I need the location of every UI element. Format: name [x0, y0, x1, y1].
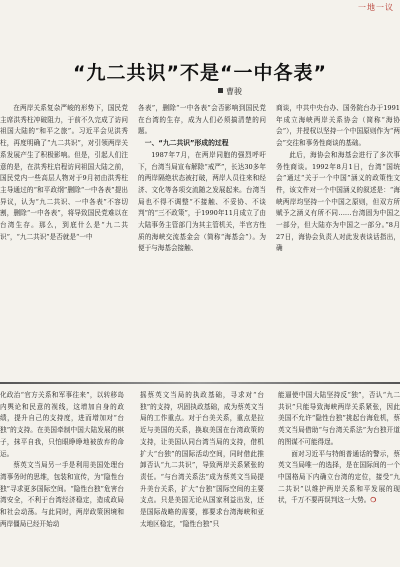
article-author [218, 86, 242, 97]
article-title: “九二共识”不是“一中各表” [73, 62, 327, 84]
paragraph: 此后，海协会和海基会进行了多次事务性商谈。1992年8月1日，台湾“国统会”通过“关于一个中国”涵义的政策性文件，该文件对一个中国涵义的叙述是：“海峡两岸均坚持一个中国之原则，但双方所赋予之涵义有所不同……台湾固为中国之一部分，但大陆亦为中国之一部分。”8月27日，海协会负责人对此发表谈话指出，确 [276, 150, 400, 253]
body-column-5 [140, 390, 264, 567]
end-mark-icon: ❍ [370, 496, 377, 505]
section-label: 一地一议 [358, 3, 394, 12]
section-divider [0, 382, 400, 384]
body-column-1 [0, 103, 128, 373]
body-column-2 [138, 103, 266, 373]
closing-text: 面对习近平与特朗普通话的警示，蔡英文当局唯一的选择，是在国际间的一个中国格局下内确立台湾的定位，接受“九二共识”以维护两岸关系和平发展的现状，千万不要再误判这一大势。 [278, 449, 400, 505]
paragraph: 化政治“官方关系和军事往来”，以转移岛内舆论和民意的视线，这增加自身的政绩，提升自己的支持度，进而增加对“台独”的支持。在美国牵制中国大陆发展的棋子，抹平自我，只怕眼睁睁地被放弃的命运。 [0, 391, 124, 458]
paragraph: 摇蔡英文当局的执政基础，寻求对“台独”的支持，巩固执政基础，成为蔡英文当局的工作重点。对于台美关系，重点是拉近与美国的关系，换取美国在台湾政策的支持，让美国认同台湾当局的支持，借机扩大“台独”的国际活动空间，同时借此推卸否认“九二共识”，导致两岸关系紧张的责任。“与台湾关系法”成为蔡英文当局提升美台关系，扩大“台独”国际空间的主要支点。只是美国无论从国家利益出发，还是国际战略的需要，都要求台湾海峡和亚太地区稳定，“隐性台独”只 [140, 391, 264, 528]
body-column-4 [0, 390, 124, 567]
paragraph: 商谈，中共中央台办、国务院台办于1991年成立海峡两岸关系协会（简称“海协会”），并授权以坚持一个中国原则作为“两会”交往和事务性商谈的基础。 [276, 104, 400, 148]
author-marker-icon [218, 88, 223, 93]
body-column-6 [278, 390, 400, 567]
paragraph: 能逼使中国大陆坚持反“独”，否认“九二共识”只能导致海峡两岸关系紧张，因此美国不允许“隐性台独”挑起台海危机，蔡英文当局借助“与台湾关系法”为台独开道的图谋不可能得逞。 [278, 391, 400, 446]
paragraph: 各表”，删除“一中各表”会否影响到国民党在台湾的生存，成为人们必须搞清楚的问题。 [138, 104, 266, 136]
author-name: 曹骏 [226, 87, 242, 96]
section-heading: 一、“九二共识”形成的过程 [144, 139, 229, 148]
paragraph: 1987年7月，在两岸同胞的强烈呼吁下，台湾当局宣布解除“戒严”，长达30多年的两岸隔绝状态被打破，两岸人员往来和经济、文化等各项交流随之发展起来。台湾当局也不得不调整“不接触、不妥协、不谈判”的“三不政策”，于1990年11月成立了由大陆事务主管部门为其主管机关，半官方性质的海峡交流基金会（简称“海基会”）。为便于与海基会接触、 [138, 150, 266, 253]
paragraph: 蔡英文当局另一手是利用美国处理台湾事务时的思维，包装和宣传，为“隐性台独”寻求更多国际空间。“隐性台独”危害台湾安全，不利于台湾经济稳定，造成政局和社会动荡。与此同时，两岸政策困境和两岸僵局已经开始动 [0, 461, 124, 528]
paragraph: 在两岸关系复杂严峻的形势下，国民党主席洪秀柱冲破阻力，于前不久完成了访问祖国大陆的“和平之旅”。习近平会见洪秀柱，再度明确了“九二共识”，对引领两岸关系发展产生了积极影响。但是，引起人们注意的是，在洪秀柱启程访问祖国大陆之前，国民党内一些高层人物对于9月初由洪秀柱主导通过的“和平政纲”删除“一中各表”提出异议，认为“九二共识、一中各表”不容切割，删除“一中各表”，将导致国民党难以在台湾生存。那么，到底什么是“九二共识”，“九二共识”是否就是“一中 [0, 104, 128, 241]
body-column-3 [276, 103, 400, 373]
paragraph [278, 449, 400, 508]
